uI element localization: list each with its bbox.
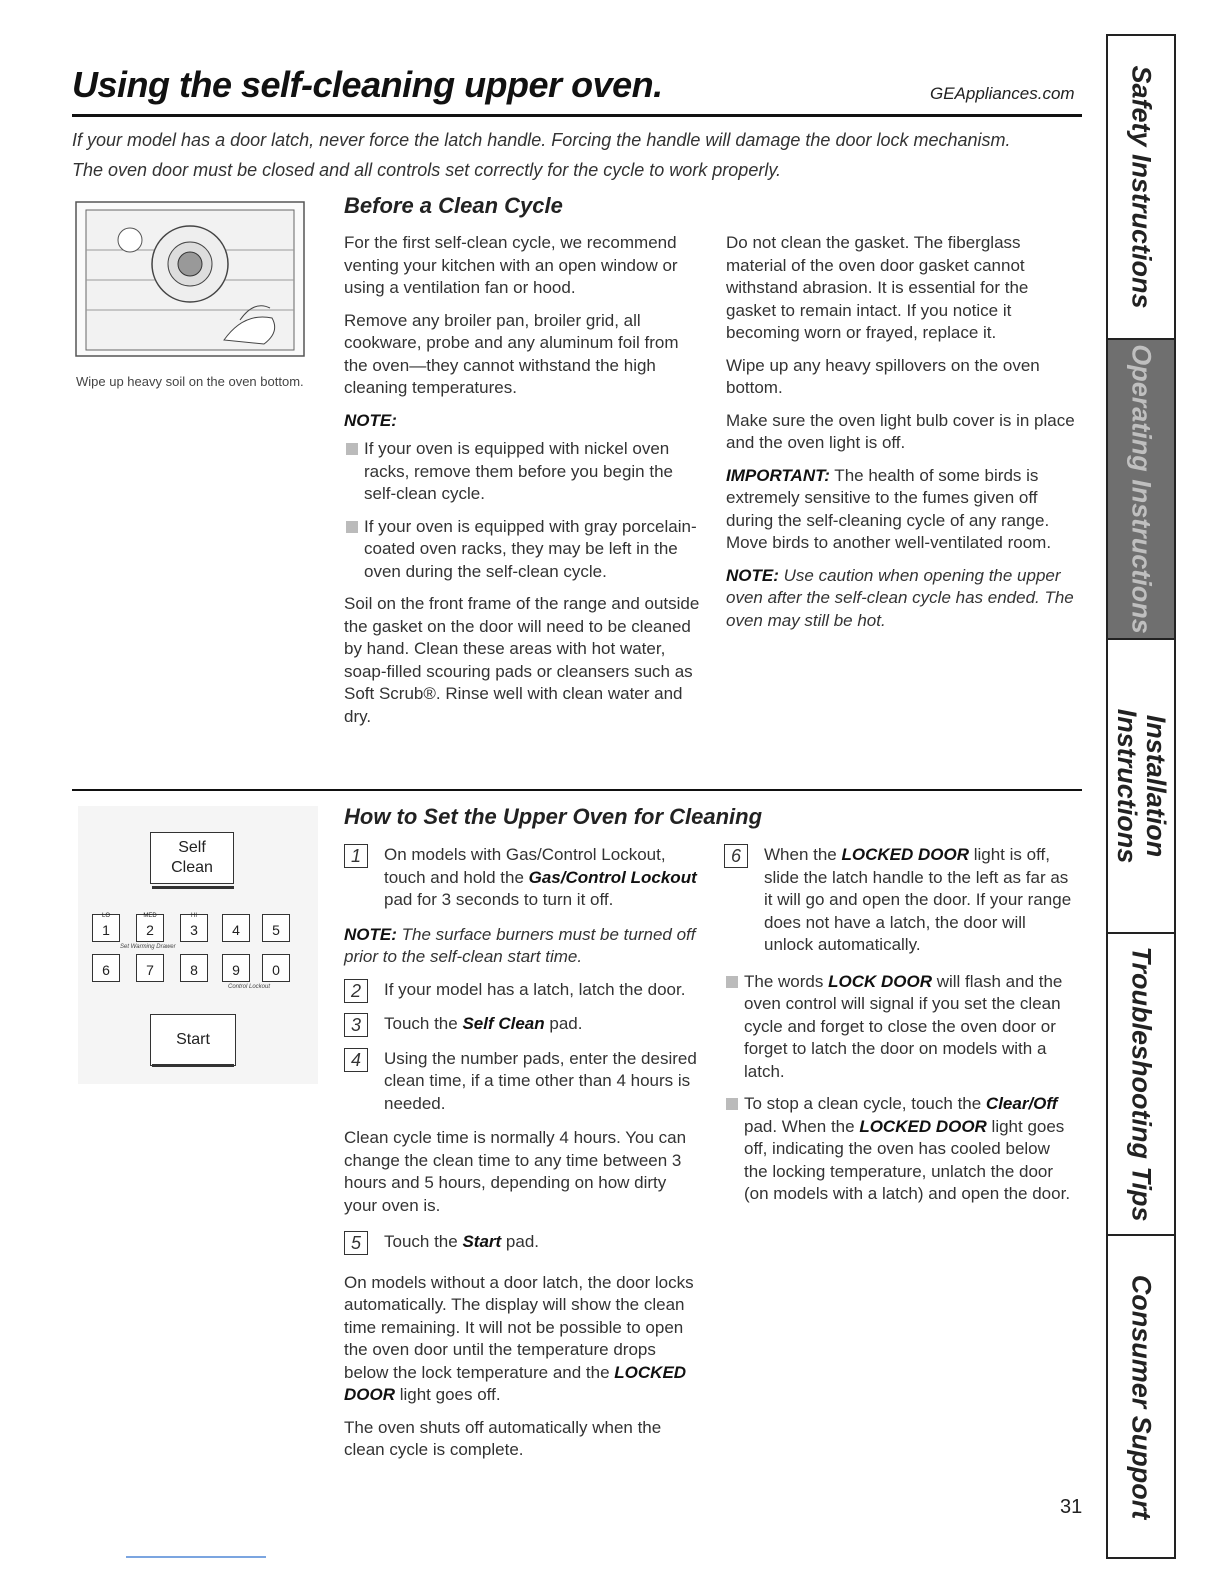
before-bullet-1: If your oven is equipped with nickel oven racks, remove them before you begin the self-clean cycle. <box>344 438 704 506</box>
step-2: 2 If your model has a latch, latch the door. <box>344 979 704 1002</box>
number-pad-3: HI 3 <box>180 914 208 942</box>
oven-caption: Wipe up heavy soil on the oven bottom. <box>76 374 304 389</box>
tab-consumer-support[interactable]: Consumer Support <box>1126 1274 1157 1519</box>
before-note-label: NOTE: <box>344 410 397 430</box>
start-pad: Start <box>150 1014 236 1066</box>
before-left-column <box>344 232 704 738</box>
pad-underline <box>152 1064 234 1067</box>
keypad-illustration <box>78 806 318 1084</box>
tab-safety-instructions[interactable]: Safety Instructions <box>1108 36 1174 340</box>
shutoff-paragraph: The oven shuts off automatically when the clean cycle is complete. <box>344 1417 662 1459</box>
important-note: IMPORTANT: The health of some birds is extremely sensitive to the fumes given off during the self-cleaning cycle of any range. Move birds to another well-ventilated room. <box>726 465 1052 552</box>
step-number: 6 <box>724 844 748 868</box>
step-4: 4 Using the number pads, enter the desired clean time, if a time other than 4 hours is needed. <box>344 1048 704 1116</box>
how-note: NOTE: The surface burners must be turned off prior to the self-clean start time. <box>344 924 696 966</box>
step-1: 1 On models with Gas/Control Lockout, touch and hold the Gas/Control Lockout pad for 3 seconds to turn it off. <box>344 844 704 912</box>
before-heading: Before a Clean Cycle <box>344 193 563 218</box>
bullet-square-icon <box>346 443 358 455</box>
side-tabs <box>1106 34 1176 1559</box>
pad-underline <box>152 886 234 889</box>
oven-illustration <box>74 200 306 360</box>
warming-drawer-label: Set Warming Drawer <box>120 944 176 950</box>
number-pad-1: LO 1 <box>92 914 120 942</box>
number-pad-8: 8 <box>180 954 208 982</box>
number-pad-2: MED 2 <box>136 914 164 942</box>
self-clean-pad: Self Clean <box>150 832 234 884</box>
step-number: 1 <box>344 844 368 868</box>
header-rule <box>72 114 1082 117</box>
step-number: 3 <box>344 1013 368 1037</box>
footer-line <box>126 1556 266 1558</box>
stop-cycle-bullet: To stop a clean cycle, touch the Clear/Off pad. When the LOCKED DOOR light goes off, indicating the oven has cooled below the locking temperature, unlatch the door (on models with a latch) and open the door. <box>724 1093 1076 1206</box>
number-pad-5: 5 <box>262 914 290 942</box>
page-title: Using the self-cleaning upper oven. <box>72 64 663 105</box>
number-pad-9: 9 <box>222 954 250 982</box>
page-number: 31 <box>1060 1496 1083 1518</box>
before-r1: Do not clean the gasket. The fiberglass material of the oven door gasket cannot withstand abrasion. It is essential for the gasket to remain intact. If you notice it becoming worn or frayed, replace it. <box>726 233 1029 342</box>
clean-time-paragraph: Clean cycle time is normally 4 hours. You can change the clean time to any time between 3 hours and 5 hours, depending on how dirty your oven is. <box>344 1128 687 1215</box>
number-pad-7: 7 <box>136 954 164 982</box>
step-number: 4 <box>344 1048 368 1072</box>
before-p2: Remove any broiler pan, broiler grid, all cookware, probe and any aluminum foil from the oven—they cannot withstand the high cleaning temperatures. <box>344 310 679 397</box>
step-6: 6 When the LOCKED DOOR light is off, slide the latch handle to the left as far as it will go and open the door. If your range does not have a latch, the door will unlock automatically. <box>724 844 1076 957</box>
how-right-column <box>724 844 1076 1216</box>
before-right-column <box>726 232 1076 642</box>
lock-door-bullet: The words LOCK DOOR will flash and the oven control will signal if you set the clean cycle and forget to close the oven door or forget to latch the door on models with a latch. <box>724 971 1076 1084</box>
step-5: 5 Touch the Start pad. <box>344 1231 704 1254</box>
bullet-square-icon <box>726 1098 738 1110</box>
how-heading: How to Set the Upper Oven for Cleaning <box>344 804 763 829</box>
bullet-square-icon <box>726 976 738 988</box>
tab-operating-instructions[interactable]: Operating Instructions <box>1108 340 1174 640</box>
before-r2: Wipe up any heavy spillovers on the oven bottom. <box>726 355 1040 397</box>
tab-troubleshooting-tips[interactable]: Troubleshooting Tips <box>1108 934 1174 1236</box>
before-r3: Make sure the oven light bulb cover is in place and the oven light is off. <box>726 410 1075 452</box>
section-rule <box>72 789 1082 791</box>
no-latch-paragraph: On models without a door latch, the door locks automatically. The display will show the clean time remaining. It will not be possible to open the oven door until the temperature drops below the lock temperature and the LOCKED DOOR light goes off. <box>344 1272 694 1404</box>
before-p1: For the first self-clean cycle, we recommend venting your kitchen with an open window or using a ventilation fan or hood. <box>344 233 678 297</box>
note-hot-oven: NOTE: Use caution when opening the upper oven after the self-clean cycle has ended. The oven may still be hot. <box>726 565 1074 630</box>
how-left-column <box>344 844 704 1472</box>
number-pad-6: 6 <box>92 954 120 982</box>
intro-line-2: The oven door must be closed and all controls set correctly for the cycle to work properly. <box>72 160 781 180</box>
intro-line-1: If your model has a door latch, never force the latch handle. Forcing the handle will damage the door lock mechanism. <box>72 130 1011 150</box>
number-pad-4: 4 <box>222 914 250 942</box>
tab-installation-instructions[interactable]: Installation Instructions <box>1108 640 1174 934</box>
bullet-square-icon <box>346 521 358 533</box>
control-lockout-label: Control Lockout <box>228 984 271 990</box>
number-pad-0: 0 <box>262 954 290 982</box>
step-3: 3 Touch the Self Clean pad. <box>344 1013 704 1036</box>
website-label: GEAppliances.com <box>930 84 1075 103</box>
step-number: 2 <box>344 979 368 1003</box>
step-number: 5 <box>344 1231 368 1255</box>
before-bullet-2: If your oven is equipped with gray porcelain-coated oven racks, they may be left in the oven during the self-clean cycle. <box>344 516 704 584</box>
before-p3: Soil on the front frame of the range and outside the gasket on the door will need to be cleaned by hand. Clean these areas with hot water, soap-filled scouring pads or cleansers such as Soft Scrub®. Rinse well with clean water and dry. <box>344 594 700 726</box>
